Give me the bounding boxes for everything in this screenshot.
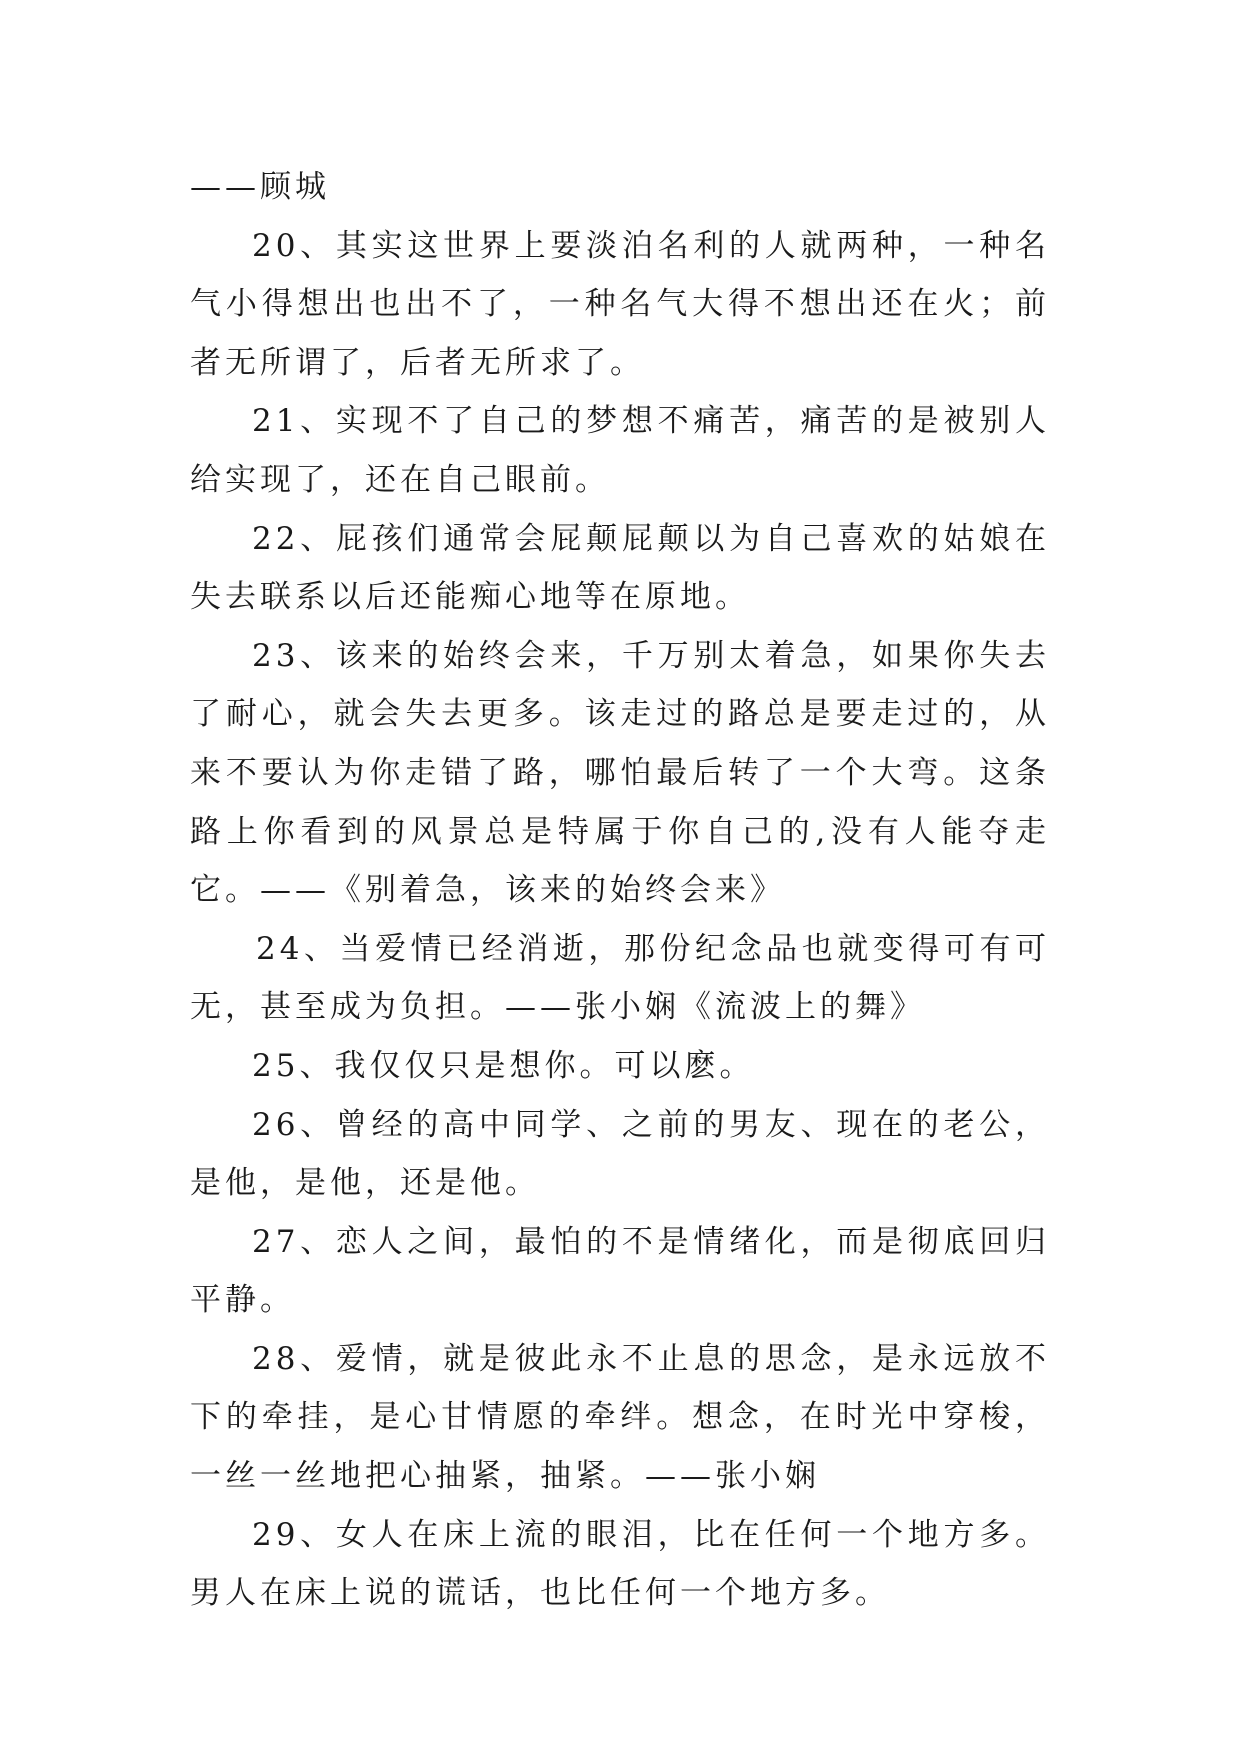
paragraph-27: 27、恋人之间，最怕的不是情绪化，而是彻底回归平静。	[190, 1223, 1050, 1319]
paragraph-25: 25、我仅仅只是想你。可以麽。	[252, 1047, 755, 1084]
paragraph-22: 22、屁孩们通常会屁颠屁颠以为自己喜欢的姑娘在失去联系以后还能痴心地等在原地。	[190, 520, 1050, 616]
paragraph-29: 29、女人在床上流的眼泪，比在任何一个地方多。男人在床上说的谎话，也比任何一个地方多。	[190, 1516, 1050, 1612]
paragraph-24: 24、当爱情已经消逝，那份纪念品也就变得可有可无，甚至成为负担。——张小娴《流波上的舞》	[190, 930, 1050, 1026]
paragraph-28: 28、爱情，就是彼此永不止息的思念，是永远放不下的牵挂，是心甘情愿的牵绊。想念，在时光中穿梭，一丝一丝地把心抽紧，抽紧。——张小娴	[190, 1340, 1050, 1495]
paragraph-23: 23、该来的始终会来，千万别太着急，如果你失去了耐心，就会失去更多。该走过的路总是要走过的，从来不要认为你走错了路，哪怕最后转了一个大弯。这条路上你看到的风景总是特属于你自己的,没有人能夺走它。——《别着急，该来的始终会来》	[190, 637, 1050, 909]
document-body	[190, 158, 1050, 1623]
paragraph-21: 21、实现不了自己的梦想不痛苦，痛苦的是被别人给实现了，还在自己眼前。	[190, 403, 1050, 498]
paragraph-20: 20、其实这世界上要淡泊名利的人就两种，一种名气小得想出也出不了，一种名气大得不想出还在火；前者无所谓了，后者无所求了。	[190, 227, 1050, 381]
paragraph-26: 26、曾经的高中同学、之前的男友、现在的老公，是他，是他，还是他。	[190, 1106, 1050, 1202]
paragraph-attribution-gucheng: ——顾城	[190, 169, 330, 205]
